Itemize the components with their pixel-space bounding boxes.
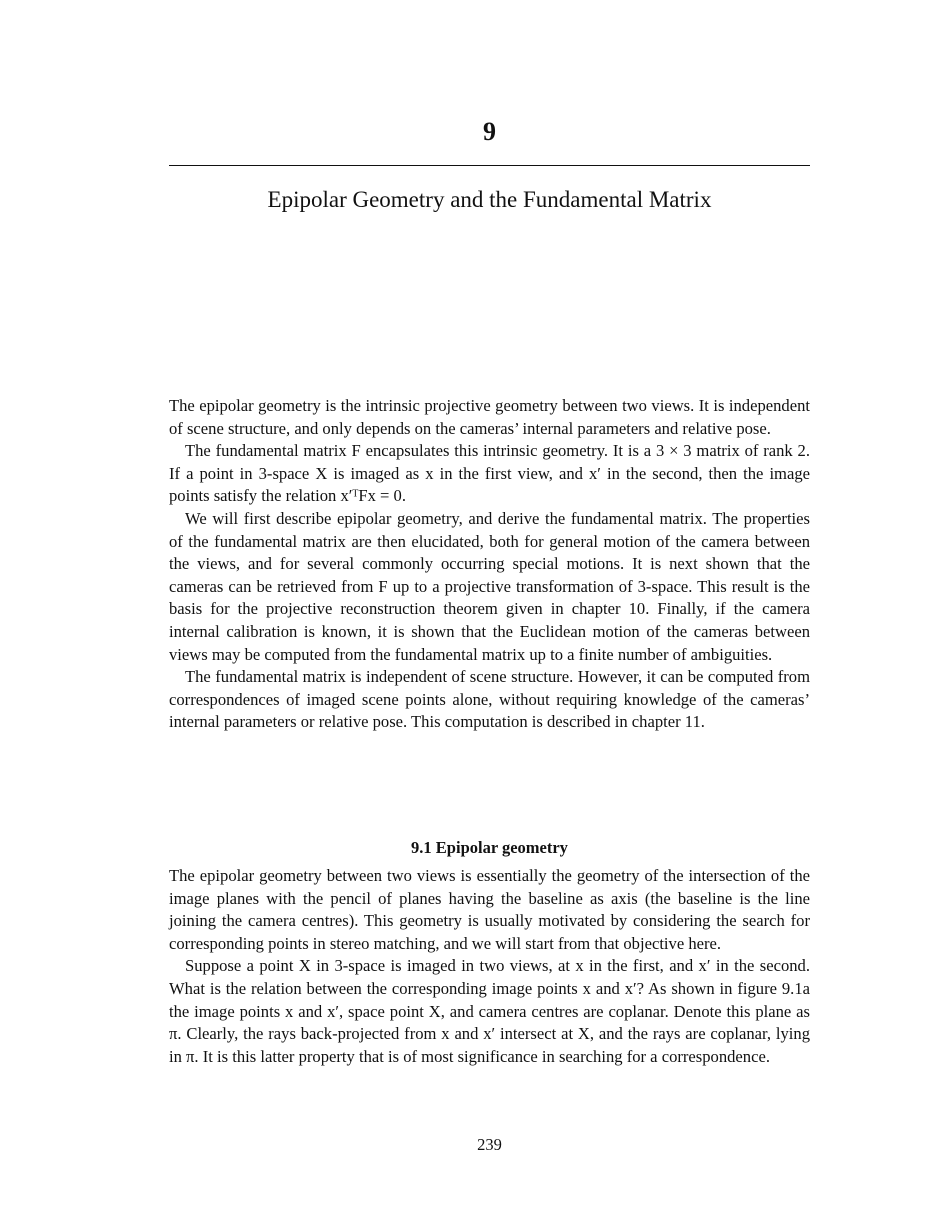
intro-paragraph: We will first describe epipolar geometry, and derive the fundamental matrix. The properties of the fundamental matrix are then elucidated, both for general motion of the camera between the views, and for several commonly occurring special motions. It is next shown that the cameras can be retrieved from F up to a projective transformation of 3-space. This result is the basis for the projective reconstruction theorem given in chapter 10. Finally, if the camera internal calibration is known, it is shown that the Euclidean motion of the cameras between views may be computed from the fundamental matrix up to a finite number of ambiguities. — [169, 508, 810, 664]
section-paragraph: The epipolar geometry between two views is essentially the geometry of the intersection of the image planes with the pencil of planes having the baseline as axis (the baseline is the line joining the camera centres). This geometry is usually motivated by considering the search for corresponding points in stereo matching, and we will start from that objective here. — [169, 866, 810, 953]
section-body — [169, 865, 810, 1068]
chapter-divider — [169, 165, 810, 166]
intro-paragraph: The fundamental matrix F encapsulates this intrinsic geometry. It is a 3 × 3 matrix of rank 2. If a point in 3-space X is imaged as x in the first view, and x′ in the second, then the image points satisfy the relation x′ᵀFx = 0. — [169, 441, 810, 506]
intro-paragraph: The fundamental matrix is independent of scene structure. However, it can be computed from correspondences of imaged scene points alone, without requiring knowledge of the cameras’ internal parameters or relative pose. This computation is described in chapter 11. — [169, 667, 810, 732]
chapter-title: Epipolar Geometry and the Fundamental Matrix — [267, 187, 712, 212]
section-paragraph: Suppose a point X in 3-space is imaged in two views, at x in the first, and x′ in the second. What is the relation between the corresponding image points x and x′? As shown in figure 9.1a the image points x and x′, space point X, and camera centres are coplanar. Denote this plane as π. Clearly, the rays back-projected from x and x′ intersect at X, and the rays are coplanar, lying in π. It is this latter property that is of most significance in searching for a correspondence. — [169, 956, 810, 1066]
book-page — [169, 0, 810, 1232]
page-number: 239 — [477, 1135, 502, 1154]
chapter-number: 9 — [483, 117, 496, 146]
intro-paragraph: The epipolar geometry is the intrinsic projective geometry between two views. It is independent of scene structure, and only depends on the cameras’ internal parameters and relative pose. — [169, 396, 810, 438]
section-heading: 9.1 Epipolar geometry — [411, 838, 568, 857]
chapter-intro — [169, 395, 810, 734]
